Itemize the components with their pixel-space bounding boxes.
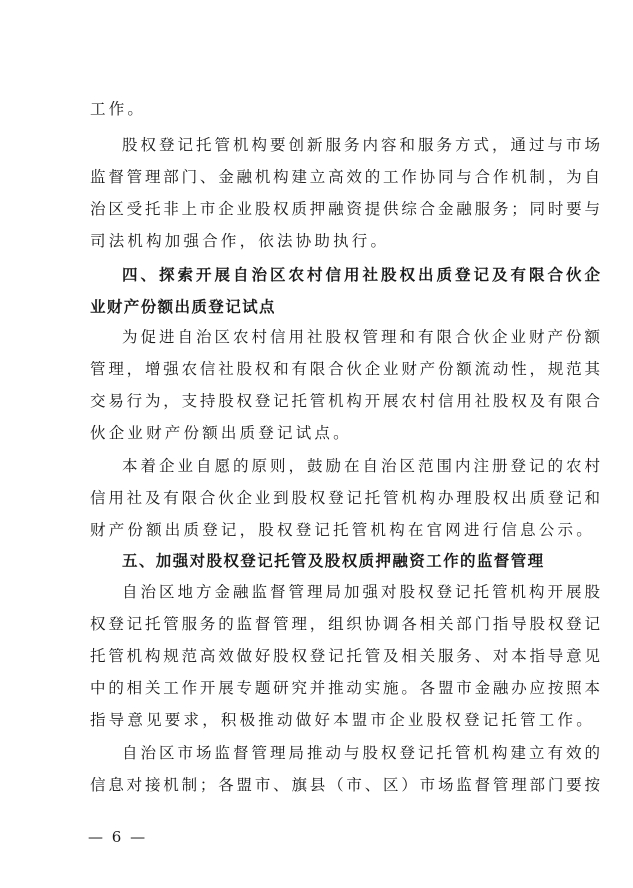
section-heading: 五、加强对股权登记托管及股权质押融资工作的监督管理: [122, 552, 545, 570]
text-line: 治区受托非上市企业股权质押融资提供综合金融服务；同时要与: [90, 200, 600, 218]
text-line: 信用社及有限合伙企业到股权登记托管机构办理股权出质登记和: [90, 489, 600, 507]
text-line: 权登记托管服务的监督管理，组织协调各相关部门指导股权登记: [90, 615, 600, 633]
text-line: 伙企业财产份额出质登记试点。: [90, 424, 352, 442]
section-heading: 业财产份额出质登记试点: [90, 298, 276, 316]
text-line: 信息对接机制；各盟市、旗县（市、区）市场监督管理部门要按: [90, 776, 600, 794]
section-heading: 四、探索开展自治区农村信用社股权出质登记及有限合伙企: [122, 266, 600, 284]
text-line: 指导意见要求，积极推动做好本盟市企业股权登记托管工作。: [90, 711, 595, 729]
text-line: 自治区地方金融监督管理局加强对股权登记托管机构开展股: [122, 583, 600, 601]
text-line: 股权登记托管机构要创新服务内容和服务方式，通过与市场: [122, 136, 600, 154]
text-line: 工作。: [90, 100, 147, 118]
text-line: 财产份额出质登记，股权登记托管机构在官网进行信息公示。: [90, 521, 595, 539]
text-line: 交易行为，支持股权登记托管机构开展农村信用社股权及有限合: [90, 392, 600, 410]
text-line: 司法机构加强合作，依法协助执行。: [90, 232, 390, 250]
text-line: 本着企业自愿的原则，鼓励在自治区范围内注册登记的农村: [122, 457, 600, 475]
text-line: 监督管理部门、金融机构建立高效的工作协同与合作机制，为自: [90, 168, 600, 186]
text-line: 托管机构规范高效做好股权登记托管及相关服务、对本指导意见: [90, 647, 600, 665]
text-line: 自治区市场监督管理局推动与股权登记托管机构建立有效的: [122, 744, 600, 762]
text-line: 管理，增强农信社股权和有限合伙企业财产份额流动性，规范其: [90, 360, 600, 378]
page-number: — 6 —: [88, 828, 148, 846]
text-line: 中的相关工作开展专题研究并推动实施。各盟市金融办应按照本: [90, 679, 600, 697]
text-line: 为促进自治区农村信用社股权管理和有限合伙企业财产份额: [122, 328, 600, 346]
